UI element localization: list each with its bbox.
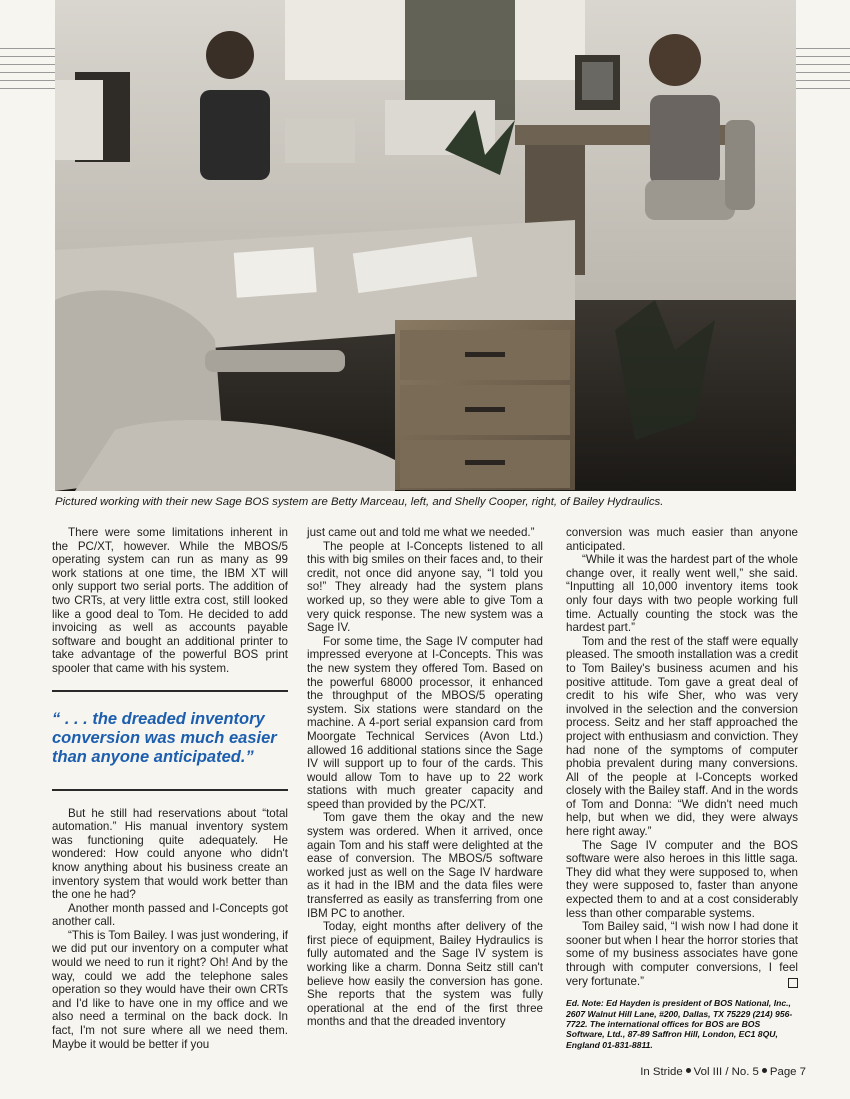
page-footer bbox=[640, 1066, 806, 1078]
paragraph: “While it was the hardest part of the whole change over, it really went well,” she said. “Inputting all 10,000 inventory items took only four days with two people working full time. Actually counting the stock was the hardest part.” bbox=[566, 553, 798, 635]
right-margin-rules bbox=[794, 48, 850, 90]
left-margin-rules bbox=[0, 48, 56, 90]
paragraph: There were some limitations inherent in the PC/XT, however. While the MBOS/5 operating system can run as many as 99 work stations at one time, the IBM XT will only support two serial ports. The addition of two CRTs, at very little extra cost, still looked like a good deal to Tom. He decided to add invoicing as well as accounts payable software and bought an additional printer to take advantage of the powerful BOS print spooler that came with his system. bbox=[52, 526, 288, 675]
article-column-2 bbox=[307, 526, 543, 1029]
article-column-1 bbox=[52, 526, 288, 1051]
end-mark-icon bbox=[788, 978, 798, 988]
paragraph: The Sage IV computer and the BOS software were also heroes in this little saga. They did what they were supposed to, when they were supposed to, faster than anyone expected them to and at a cost considerably less than other comparable systems. bbox=[566, 838, 798, 920]
editor-note: Ed. Note: Ed Hayden is president of BOS National, Inc., 2607 Walnut Hill Lane, #200, Dallas, TX 75229 (214) 956-7722. The international offices for BOS are BOS Software, Ltd., 87-89 Saffron Hill, London, EC1 8QU, England 01-831-8811. bbox=[566, 998, 793, 1050]
pull-quote-rule-top bbox=[52, 690, 288, 692]
paragraph: Today, eight months after delivery of the first piece of equipment, Bailey Hydraulics is fully automated and the Sage IV system is working like a charm. Donna Seitz still can't believe how easily the conversion has gone. She reports that the system was fully operational at the end of the first three months and that the dreaded inventory bbox=[307, 920, 543, 1029]
photo-caption: Pictured working with their new Sage BOS system are Betty Marceau, left, and Shelly Cooper, right, of Bailey Hydraulics. bbox=[55, 496, 664, 508]
paragraph: Tom gave them the okay and the new system was ordered. When it arrived, once again Tom and his staff were delighted at the ease of conversion. The MBOS/5 software worked just as well on the Sage IV hardware as it had in the IBM and the data files were transferred as easily as transferring from one IBM PC to another. bbox=[307, 811, 543, 920]
bullet-icon bbox=[762, 1068, 767, 1073]
volume-issue: Vol III / No. 5 bbox=[693, 1066, 759, 1078]
paragraph: just came out and told me what we needed.” bbox=[307, 526, 535, 539]
page-number: Page 7 bbox=[769, 1066, 806, 1078]
paragraph: “This is Tom Bailey. I was just wondering, if we did put our inventory on a computer what would we need to run it right? Oh! And by the way, could we add the telephone sales operation so they would have their own CRTs and I'd like to have one in my office and we also need a terminal on the back dock. In fact, I'm not sure where all we need them. Maybe it would be better if you bbox=[52, 928, 288, 1051]
paragraph: The people at I-Concepts listened to all this with big smiles on their faces and, to their credit, not once did anyone say, “I told you so!” They already had the system plans worked up, so they were able to give Tom a very quick response. The new system was a Sage IV. bbox=[307, 539, 543, 635]
paragraph: For some time, the Sage IV computer had impressed everyone at I-Concepts. This was the new system they offered Tom. Based on the powerful 68000 processor, it enhanced the throughput of the MBOS/5 operating system. Six stations were standard on the machine. A 4-port serial expansion card from Moorgate Technical Services (Avon Ltd.) allowed 16 additional stations since the Sage IV will support up to four of the cards. This would allow Tom to have up to 22 work stations with much greater capacity and speed than provided by the PC/XT. bbox=[307, 634, 543, 811]
office-photo-icon bbox=[55, 0, 796, 491]
paragraph: conversion was much easier than anyone anticipated. bbox=[566, 526, 798, 553]
publication-name: In Stride bbox=[640, 1066, 683, 1078]
paragraph: But he still had reservations about “total automation.” His manual inventory system was functioning quite adequately. He wondered: How could anyone who didn't know anything about his business create an inventory system that would work better than the one he had? bbox=[52, 806, 288, 902]
bullet-icon bbox=[686, 1068, 691, 1073]
paragraph: Tom and the rest of the staff were equally pleased. The smooth installation was a credit to Tom Bailey's business acumen and his positive attitude. Tom gave a great deal of credit to his wife Sher, who was very involved in the selection and the conversion process. Seitz and her staff approached the project with enthusiasm and conviction. They had none of the symptoms of computer phobia prevalent during many conversions. All of the people at I-Concepts worked closely with the Bailey staff. And in the words of Tom and Donna: “We didn't need much help, but when we did, they were always here right away.” bbox=[566, 634, 798, 839]
office-photo bbox=[55, 0, 796, 491]
closing-paragraph-text: Tom Bailey said, “I wish now I had done it sooner but when I hear the horror stories that some of my business associates have gone through with computer conversions, I feel very fortunate.” bbox=[566, 920, 799, 988]
closing-paragraph bbox=[566, 920, 798, 988]
paragraph: Another month passed and I-Concepts got another call. bbox=[52, 901, 288, 929]
pull-quote: “ . . . the dreaded inventory conversion was much easier than anyone anticipated.” bbox=[52, 709, 277, 766]
article-column-3 bbox=[566, 526, 798, 1050]
